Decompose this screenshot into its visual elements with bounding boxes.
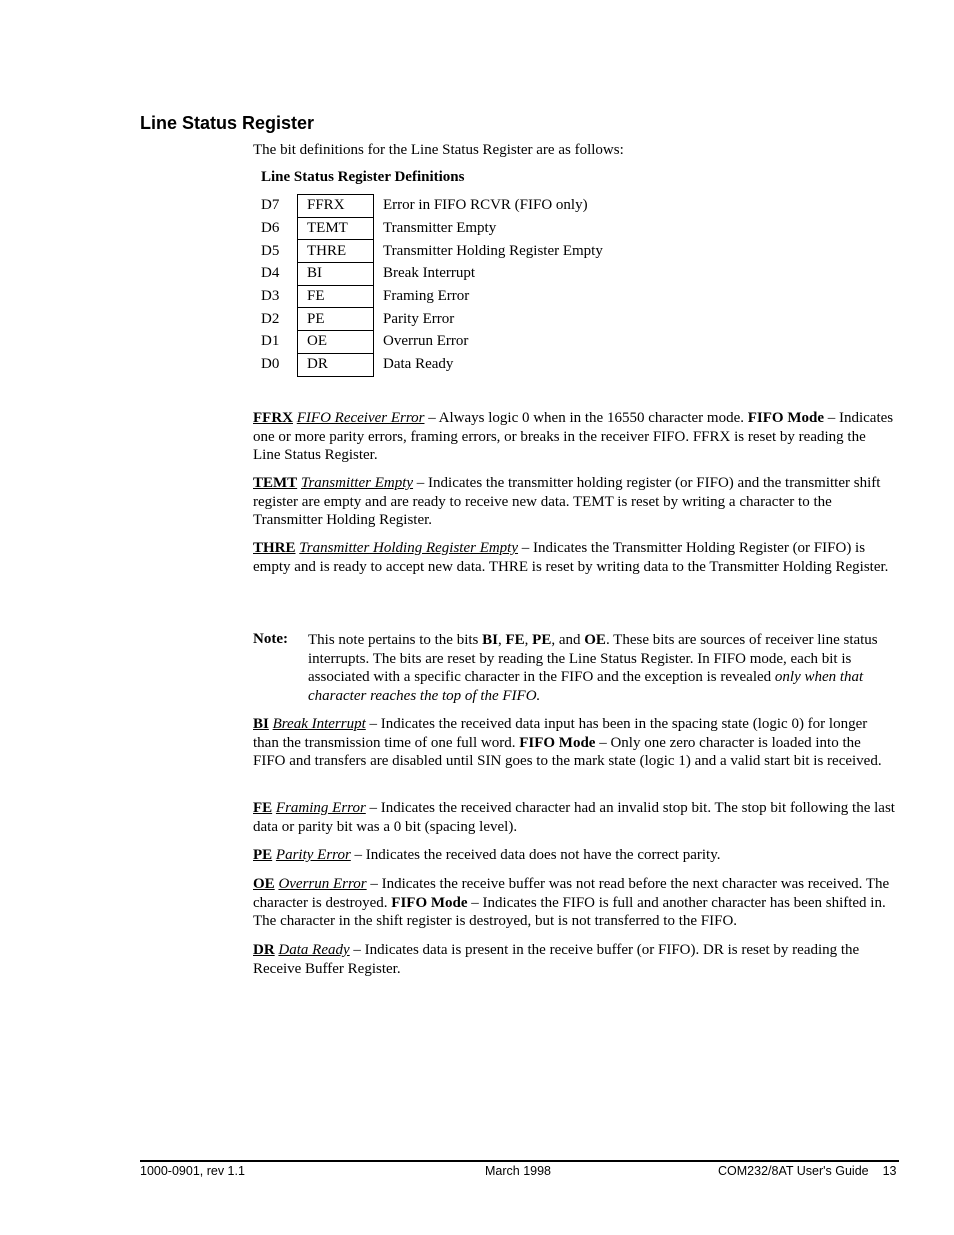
footer-doc-number: 1000-0901, rev 1.1: [140, 1164, 245, 1178]
bit-abbreviation: PE: [298, 308, 374, 331]
note-segment: This note pertains to the bits: [308, 632, 483, 648]
bit-description: Break Interrupt: [383, 265, 476, 282]
bit-description: Error in FIFO RCVR (FIFO only): [383, 197, 588, 214]
definition-dr: [253, 941, 895, 978]
bit-abbreviation: BI: [298, 263, 374, 286]
bit-number: D5: [261, 242, 280, 259]
definition-text: – Indicates the FIFO is full and another character has been shifted in. The character in the shift register is destroyed, but is not transferred to the FIFO.: [253, 894, 886, 930]
term-abbr: BI: [253, 716, 269, 732]
definition-ffrx: [253, 409, 895, 465]
page-number: 13: [882, 1164, 897, 1178]
definition-text: – Indicates one or more parity errors, framing errors, or breaks in the receiver FIFO. FFRX is reset by reading the Line Status Register.: [253, 410, 894, 464]
note-text: [308, 631, 896, 706]
definition-text: – Only one zero character is loaded into the FIFO and transfers are disabled until SIN goes to the mark state (logic 1) and a valid start bit is received.: [253, 734, 882, 770]
term-abbr: OE: [253, 876, 275, 892]
term-name: FIFO Receiver Error: [296, 410, 425, 426]
term-name: Break Interrupt: [272, 716, 366, 732]
term-name: Data Ready: [278, 942, 350, 958]
definition-fe: [253, 799, 895, 836]
footer-rule: [140, 1160, 899, 1162]
fifo-mode-label: FIFO Mode: [519, 734, 596, 751]
bit-description: Transmitter Holding Register Empty: [383, 242, 603, 259]
bit-abbreviation: TEMT: [298, 217, 374, 240]
table-caption: Line Status Register Definitions: [261, 169, 465, 185]
footer-guide-name: COM232/8AT User's Guide: [718, 1164, 869, 1178]
definition-thre: [253, 539, 895, 576]
definition-text: – Indicates the receive buffer was not read before the next character was received. The character is destroyed.: [253, 876, 890, 911]
note-label: Note:: [253, 631, 288, 647]
bit-description: Transmitter Empty: [383, 220, 497, 237]
bit-number: D4: [261, 265, 280, 282]
definition-oe: [253, 875, 895, 931]
definition-text: – Always logic 0 when in the 16550 character mode.: [424, 410, 748, 426]
bit-number: D6: [261, 220, 280, 237]
term-abbr: THRE: [253, 540, 296, 556]
definition-temt: [253, 474, 895, 530]
table-row: [257, 331, 603, 354]
definition-text: – Indicates the received data input has been in the spacing state (logic 0) for longer than the transmission time of one full word.: [253, 716, 868, 751]
term-abbr: TEMT: [253, 475, 298, 491]
note-bit: OE: [584, 632, 606, 648]
fifo-mode-label: FIFO Mode: [747, 410, 824, 426]
note-segment: ,: [497, 632, 506, 648]
bit-description: Parity Error: [383, 310, 455, 327]
fifo-mode-label: FIFO Mode: [391, 894, 468, 911]
table-row: [257, 353, 603, 376]
table-row: [257, 263, 603, 286]
footer-guide-title: [718, 1164, 897, 1178]
definition-text: – Indicates data is present in the receive buffer (or FIFO). DR is reset by reading the Receive Buffer Register.: [253, 942, 860, 977]
section-title: Line Status Register: [140, 113, 315, 133]
bit-abbreviation: THRE: [298, 240, 374, 263]
bit-abbreviation: FFRX: [298, 195, 374, 218]
term-name: Parity Error: [275, 847, 351, 863]
term-abbr: DR: [253, 942, 275, 958]
bit-number: D3: [261, 288, 280, 305]
term-name: Transmitter Empty: [300, 475, 414, 491]
table-row: [257, 285, 603, 308]
note-segment: ,: [524, 632, 533, 648]
bit-description: Data Ready: [383, 356, 454, 373]
term-abbr: FFRX: [253, 410, 293, 426]
note-segment: , and: [551, 632, 585, 648]
bit-description: Overrun Error: [383, 333, 469, 350]
bit-number: D0: [261, 356, 280, 373]
term-name: Transmitter Holding Register Empty: [299, 540, 519, 556]
term-abbr: FE: [253, 800, 273, 816]
table-row: [257, 240, 603, 263]
definition-bi: [253, 715, 895, 771]
footer-date: March 1998: [485, 1164, 552, 1178]
definition-text: – Indicates the received data does not have the correct parity.: [350, 847, 721, 863]
table-row: [257, 217, 603, 240]
definition-text: – Indicates the received character had an invalid stop bit. The stop bit following the last data or parity bit was a 0 bit (spacing level).: [253, 800, 895, 835]
term-name: Framing Error: [275, 800, 366, 816]
note-bit: PE: [532, 632, 552, 648]
term-abbr: PE: [253, 847, 273, 863]
table-row: [257, 195, 603, 218]
table-row: [257, 308, 603, 331]
intro-paragraph: The bit definitions for the Line Status Register are as follows:: [253, 142, 624, 158]
bit-abbreviation: DR: [298, 353, 374, 376]
bit-number: D7: [261, 197, 280, 214]
definition-text: – Indicates the transmitter holding register (or FIFO) and the transmitter shift register are empty and are ready to receive new data. TEMT is reset by writing a character to the Transmitter Holding Register.: [253, 475, 881, 529]
definition-text: – Indicates the Transmitter Holding Register (or FIFO) is empty and is ready to accept new data. THRE is reset by writing data to the Transmitter Holding Register.: [253, 540, 889, 575]
term-name: Overrun Error: [278, 876, 367, 892]
definition-pe: [253, 846, 895, 865]
note-bit: FE: [505, 632, 525, 648]
note-emphasis: only when that character reaches the top of the FIFO.: [308, 669, 864, 705]
bit-abbreviation: OE: [298, 331, 374, 354]
bit-number: D1: [261, 333, 280, 350]
note-bit: BI: [482, 632, 498, 648]
note-segment: . These bits are sources of receiver line status interrupts. The bits are reset by reading the Line Status Register. In FIFO mode, each bit is associated with a specific character in the FIFO and the exception is revealed: [308, 632, 878, 686]
bit-abbreviation: FE: [298, 285, 374, 308]
bit-description: Framing Error: [383, 288, 470, 305]
bit-definitions-table: [257, 194, 603, 377]
bit-number: D2: [261, 310, 280, 327]
